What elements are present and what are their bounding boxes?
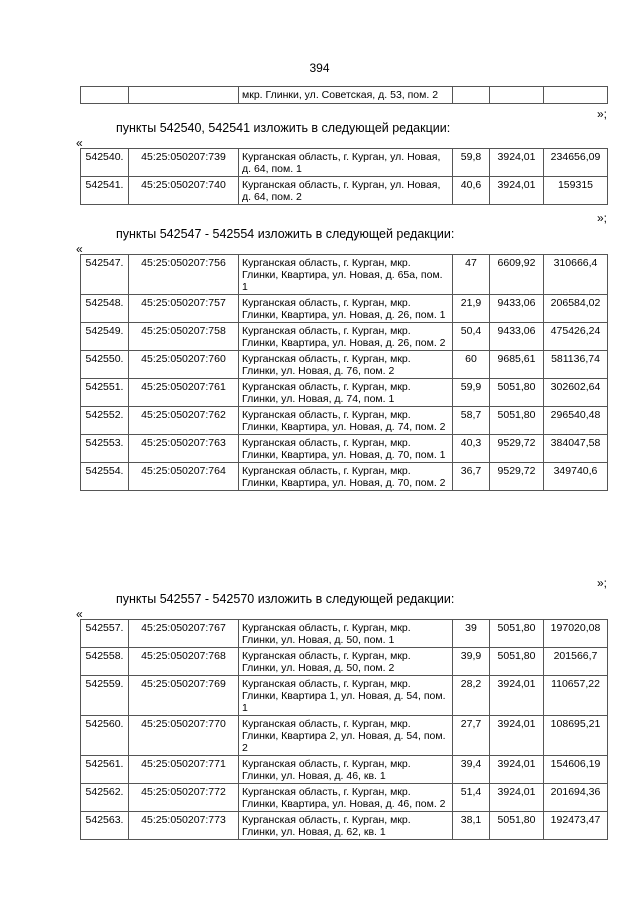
cell-value: 201694,36 [544,784,608,812]
cell-area: 59,8 [453,149,490,177]
cell-cadastral: 45:25:050207:764 [129,463,239,491]
cell-cadastral: 45:25:050207:758 [129,323,239,351]
section1-table [80,148,608,205]
table-row [81,676,608,716]
cell-price: 9529,72 [490,463,544,491]
cell-address: Курганская область, г. Курган, мкр. Глинки, Квартира, ул. Новая, д. 26, пом. 1 [239,295,453,323]
cell-cadastral: 45:25:050207:760 [129,351,239,379]
cell-address: мкр. Глинки, ул. Советская, д. 53, пом. 2 [239,87,453,104]
cell-number: 542557. [81,620,129,648]
cell-area: 39,4 [453,756,490,784]
cell-price: 5051,80 [490,648,544,676]
cell-address: Курганская область, г. Курган, мкр. Глинки, ул. Новая, д. 74, пом. 1 [239,379,453,407]
cell-cadastral: 45:25:050207:763 [129,435,239,463]
table-row [81,87,608,104]
section-heading: пункты 542557 - 542570 изложить в следующей редакции: [116,592,455,606]
cell-value [544,87,608,104]
table-row [81,620,608,648]
cell-value: 234656,09 [544,149,608,177]
cell-value: 108695,21 [544,716,608,756]
cell-area: 39,9 [453,648,490,676]
cell-address: Курганская область, г. Курган, ул. Новая, д. 64, пом. 1 [239,149,453,177]
table-row [81,351,608,379]
cell-area: 21,9 [453,295,490,323]
section-heading: пункты 542540, 542541 изложить в следующей редакции: [116,121,451,135]
table-row [81,756,608,784]
cell-address: Курганская область, г. Курган, мкр. Глинки, ул. Новая, д. 50, пом. 2 [239,648,453,676]
cell-value: 206584,02 [544,295,608,323]
cell-price: 5051,80 [490,620,544,648]
table-row [81,255,608,295]
cell-number: 542549. [81,323,129,351]
table-row [81,648,608,676]
cell-area: 51,4 [453,784,490,812]
top-table [80,86,608,104]
cell-cadastral: 45:25:050207:762 [129,407,239,435]
cell-address: Курганская область, г. Курган, мкр. Глинки, Квартира, ул. Новая, д. 65а, пом. 1 [239,255,453,295]
table-row [81,463,608,491]
section3-table-block [80,619,608,840]
cell-cadastral: 45:25:050207:757 [129,295,239,323]
cell-price [490,87,544,104]
cell-area: 39 [453,620,490,648]
cell-area: 36,7 [453,463,490,491]
cell-cadastral: 45:25:050207:761 [129,379,239,407]
cell-value: 296540,48 [544,407,608,435]
cell-number [81,87,129,104]
cell-value: 384047,58 [544,435,608,463]
cell-cadastral: 45:25:050207:739 [129,149,239,177]
cell-price: 9433,06 [490,295,544,323]
cell-address: Курганская область, г. Курган, мкр. Глинки, ул. Новая, д. 76, пом. 2 [239,351,453,379]
cell-price: 3924,01 [490,149,544,177]
cell-address: Курганская область, г. Курган, мкр. Глинки, ул. Новая, д. 62, кв. 1 [239,812,453,840]
cell-number: 542553. [81,435,129,463]
cell-address: Курганская область, г. Курган, мкр. Глинки, ул. Новая, д. 50, пом. 1 [239,620,453,648]
cell-area: 28,2 [453,676,490,716]
cell-value: 310666,4 [544,255,608,295]
cell-area: 60 [453,351,490,379]
cell-address: Курганская область, г. Курган, мкр. Глинки, Квартира, ул. Новая, д. 70, пом. 1 [239,435,453,463]
table-row [81,812,608,840]
cell-address: Курганская область, г. Курган, мкр. Глинки, Квартира, ул. Новая, д. 46, пом. 2 [239,784,453,812]
cell-value: 201566,7 [544,648,608,676]
cell-cadastral [129,87,239,104]
table-row [81,295,608,323]
cell-address: Курганская область, г. Курган, мкр. Глинки, Квартира 1, ул. Новая, д. 54, пом. 1 [239,676,453,716]
cell-number: 542541. [81,177,129,205]
cell-address: Курганская область, г. Курган, мкр. Глинки, Квартира, ул. Новая, д. 74, пом. 2 [239,407,453,435]
cell-area: 47 [453,255,490,295]
cell-value: 154606,19 [544,756,608,784]
cell-price: 3924,01 [490,716,544,756]
top-table-block [80,86,608,104]
cell-price: 5051,80 [490,407,544,435]
cell-area: 59,9 [453,379,490,407]
cell-number: 542548. [81,295,129,323]
cell-number: 542558. [81,648,129,676]
cell-number: 542562. [81,784,129,812]
cell-address: Курганская область, г. Курган, мкр. Глинки, Квартира 2, ул. Новая, д. 54, пом. 2 [239,716,453,756]
table-row [81,177,608,205]
cell-number: 542540. [81,149,129,177]
cell-address: Курганская область, г. Курган, ул. Новая, д. 64, пом. 2 [239,177,453,205]
section3-table [80,619,608,840]
cell-cadastral: 45:25:050207:740 [129,177,239,205]
cell-price: 5051,80 [490,812,544,840]
section1-table-block [80,148,608,205]
closing-mark: »; [596,576,607,590]
cell-value: 110657,22 [544,676,608,716]
cell-price: 3924,01 [490,676,544,716]
opening-mark: « [76,607,83,621]
table-row [81,784,608,812]
cell-price: 5051,80 [490,379,544,407]
cell-cadastral: 45:25:050207:772 [129,784,239,812]
cell-value: 197020,08 [544,620,608,648]
table-row [81,379,608,407]
cell-area: 38,1 [453,812,490,840]
section2-table [80,254,608,491]
section-heading: пункты 542547 - 542554 изложить в следующей редакции: [116,227,455,241]
cell-area [453,87,490,104]
cell-price: 6609,92 [490,255,544,295]
closing-mark: »; [596,107,607,121]
cell-number: 542552. [81,407,129,435]
cell-value: 302602,64 [544,379,608,407]
closing-mark: »; [596,211,607,225]
cell-number: 542561. [81,756,129,784]
cell-value: 475426,24 [544,323,608,351]
cell-number: 542559. [81,676,129,716]
cell-number: 542550. [81,351,129,379]
cell-number: 542554. [81,463,129,491]
cell-value: 581136,74 [544,351,608,379]
cell-cadastral: 45:25:050207:773 [129,812,239,840]
cell-value: 192473,47 [544,812,608,840]
opening-mark: « [76,136,83,150]
cell-number: 542551. [81,379,129,407]
cell-price: 9529,72 [490,435,544,463]
cell-price: 3924,01 [490,177,544,205]
section2-table-block [80,254,608,491]
cell-price: 3924,01 [490,784,544,812]
cell-area: 58,7 [453,407,490,435]
cell-price: 9685,61 [490,351,544,379]
cell-number: 542547. [81,255,129,295]
table-row [81,716,608,756]
cell-number: 542560. [81,716,129,756]
cell-area: 27,7 [453,716,490,756]
cell-address: Курганская область, г. Курган, мкр. Глинки, Квартира, ул. Новая, д. 26, пом. 2 [239,323,453,351]
cell-address: Курганская область, г. Курган, мкр. Глинки, Квартира, ул. Новая, д. 70, пом. 2 [239,463,453,491]
cell-price: 3924,01 [490,756,544,784]
page-number: 394 [309,61,330,75]
cell-cadastral: 45:25:050207:767 [129,620,239,648]
cell-price: 9433,06 [490,323,544,351]
cell-area: 40,3 [453,435,490,463]
table-row [81,149,608,177]
cell-cadastral: 45:25:050207:768 [129,648,239,676]
table-row [81,323,608,351]
cell-number: 542563. [81,812,129,840]
table-row [81,435,608,463]
cell-cadastral: 45:25:050207:769 [129,676,239,716]
cell-cadastral: 45:25:050207:770 [129,716,239,756]
cell-address: Курганская область, г. Курган, мкр. Глинки, ул. Новая, д. 46, кв. 1 [239,756,453,784]
cell-cadastral: 45:25:050207:756 [129,255,239,295]
cell-area: 50,4 [453,323,490,351]
opening-mark: « [76,242,83,256]
table-row [81,407,608,435]
cell-cadastral: 45:25:050207:771 [129,756,239,784]
cell-value: 159315 [544,177,608,205]
cell-area: 40,6 [453,177,490,205]
cell-value: 349740,6 [544,463,608,491]
